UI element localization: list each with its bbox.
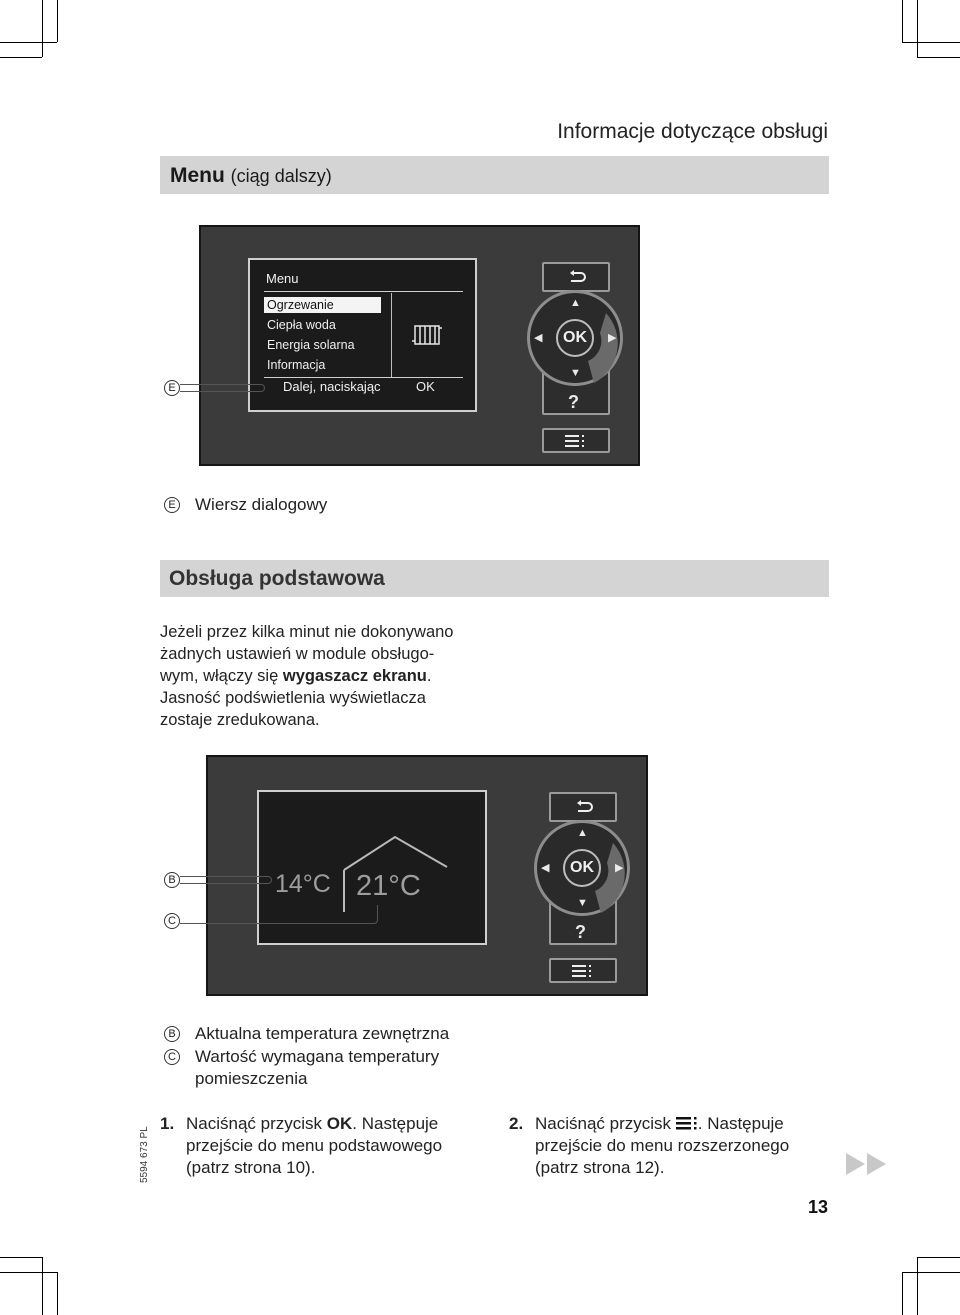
legend-letter-e: E bbox=[164, 497, 180, 513]
extended-menu-button[interactable] bbox=[549, 958, 617, 983]
crop-mark bbox=[902, 1272, 960, 1273]
legend-text-b: Aktualna temperatura zewnętrzna bbox=[195, 1024, 450, 1043]
section-heading-basic bbox=[160, 560, 829, 597]
crop-mark bbox=[42, 1257, 43, 1315]
arrow-down-icon[interactable]: ▼ bbox=[577, 897, 588, 909]
menu-extended-icon bbox=[572, 965, 594, 977]
arrow-down-icon[interactable]: ▼ bbox=[570, 367, 581, 379]
help-button[interactable]: ? bbox=[575, 922, 586, 942]
page-number: 13 bbox=[808, 1197, 829, 1217]
callout-c: C bbox=[164, 913, 180, 929]
crop-mark bbox=[0, 42, 57, 43]
control-panel-screensaver bbox=[206, 755, 648, 996]
crop-mark bbox=[917, 1257, 918, 1315]
step-2: 2. Naciśnąć przycisk . Następuje przejście do menu rozszerzonego (patrz strona 12). bbox=[509, 1114, 790, 1177]
help-button[interactable]: ? bbox=[568, 392, 579, 412]
section-title-bold: Menu bbox=[170, 164, 225, 187]
section-title-rest: (ciąg dalszy) bbox=[230, 166, 332, 186]
legend-letter-c: C bbox=[164, 1049, 180, 1065]
ok-key-label: OK bbox=[326, 1114, 353, 1133]
forward-arrows-icon bbox=[846, 1153, 888, 1175]
screensaver-term: wygaszacz ekranu bbox=[282, 667, 427, 685]
section-heading-menu bbox=[160, 156, 829, 194]
crop-mark bbox=[57, 0, 58, 42]
crop-mark bbox=[917, 1257, 960, 1258]
document-code: 5594 673 PL bbox=[139, 1126, 150, 1183]
display-screen-menu bbox=[248, 258, 477, 412]
navigation-pad[interactable] bbox=[527, 290, 623, 386]
legend-text-c: Wartość wymagana temperatury bbox=[195, 1047, 440, 1066]
crop-mark bbox=[0, 1257, 42, 1258]
legend-letter-b: B bbox=[164, 1026, 180, 1042]
crop-mark bbox=[42, 0, 43, 57]
menu-item-hot-water[interactable]: Ciepła woda bbox=[267, 318, 336, 332]
crop-mark bbox=[917, 0, 918, 57]
step-1: 1. Naciśnąć przycisk OK. Następuje przejście do menu podstawowego (patrz strona 10). bbox=[160, 1114, 443, 1177]
crop-mark bbox=[902, 42, 960, 43]
menu-title: Menu bbox=[266, 271, 299, 286]
legend-text-e: Wiersz dialogowy bbox=[195, 495, 328, 514]
back-arrow-icon bbox=[574, 799, 594, 815]
menu-item-solar[interactable]: Energia solarna bbox=[267, 338, 355, 352]
ok-button[interactable]: OK bbox=[556, 319, 594, 357]
arrow-right-icon[interactable]: ▶ bbox=[615, 862, 624, 874]
back-button[interactable] bbox=[542, 262, 610, 292]
legend-text-c-line2: pomieszczenia bbox=[195, 1069, 308, 1088]
dialog-line-text: Dalej, naciskając bbox=[283, 379, 381, 394]
section-title: Obsługa podstawowa bbox=[169, 567, 385, 590]
extended-menu-button[interactable] bbox=[542, 428, 610, 453]
arrow-left-icon[interactable]: ◀ bbox=[534, 332, 543, 344]
menu-item-info[interactable]: Informacja bbox=[267, 358, 326, 372]
control-panel-menu bbox=[199, 225, 640, 466]
arrow-up-icon[interactable]: ▲ bbox=[577, 827, 588, 839]
crop-mark bbox=[902, 1272, 903, 1315]
dialog-line-ok: OK bbox=[416, 379, 435, 394]
arrow-right-icon[interactable]: ▶ bbox=[608, 332, 617, 344]
arrow-left-icon[interactable]: ◀ bbox=[541, 862, 550, 874]
dialog-divider bbox=[264, 377, 463, 378]
crop-mark bbox=[902, 0, 903, 42]
step-number: 1. bbox=[160, 1114, 175, 1133]
arrow-up-icon[interactable]: ▲ bbox=[570, 297, 581, 309]
room-temperature: 21°C bbox=[356, 870, 421, 902]
radiator-icon bbox=[411, 323, 445, 347]
navigation-pad[interactable] bbox=[534, 820, 630, 916]
crop-mark bbox=[0, 57, 42, 58]
crop-mark bbox=[0, 1272, 57, 1273]
back-button[interactable] bbox=[549, 792, 617, 822]
callout-e: E bbox=[164, 380, 180, 396]
crop-mark bbox=[57, 1272, 58, 1315]
back-arrow-icon bbox=[567, 269, 587, 285]
menu-item-heating[interactable]: Ogrzewanie bbox=[264, 297, 381, 313]
menu-vertical-divider bbox=[391, 293, 392, 378]
crop-mark bbox=[917, 57, 960, 58]
ok-button[interactable]: OK bbox=[563, 849, 601, 887]
menu-divider bbox=[264, 291, 463, 292]
callout-b: B bbox=[164, 872, 180, 888]
outside-temperature: 14°C bbox=[275, 870, 331, 898]
body-paragraph: Jeżeli przez kilka minut nie dokonywano żadnych ustawień w module obsługo- wym, włączy się wygaszacz ekranu. Jasność podświetlenia wyświetlacza zostaje zredukowana. bbox=[160, 623, 454, 729]
callout-leader-line bbox=[180, 384, 265, 392]
menu-extended-icon bbox=[565, 435, 587, 447]
step-number: 2. bbox=[509, 1114, 524, 1133]
callout-leader-line bbox=[180, 905, 378, 924]
callout-leader-line bbox=[180, 876, 272, 884]
menu-extended-icon bbox=[676, 1116, 698, 1130]
page-header-title: Informacje dotyczące obsługi bbox=[557, 120, 828, 143]
